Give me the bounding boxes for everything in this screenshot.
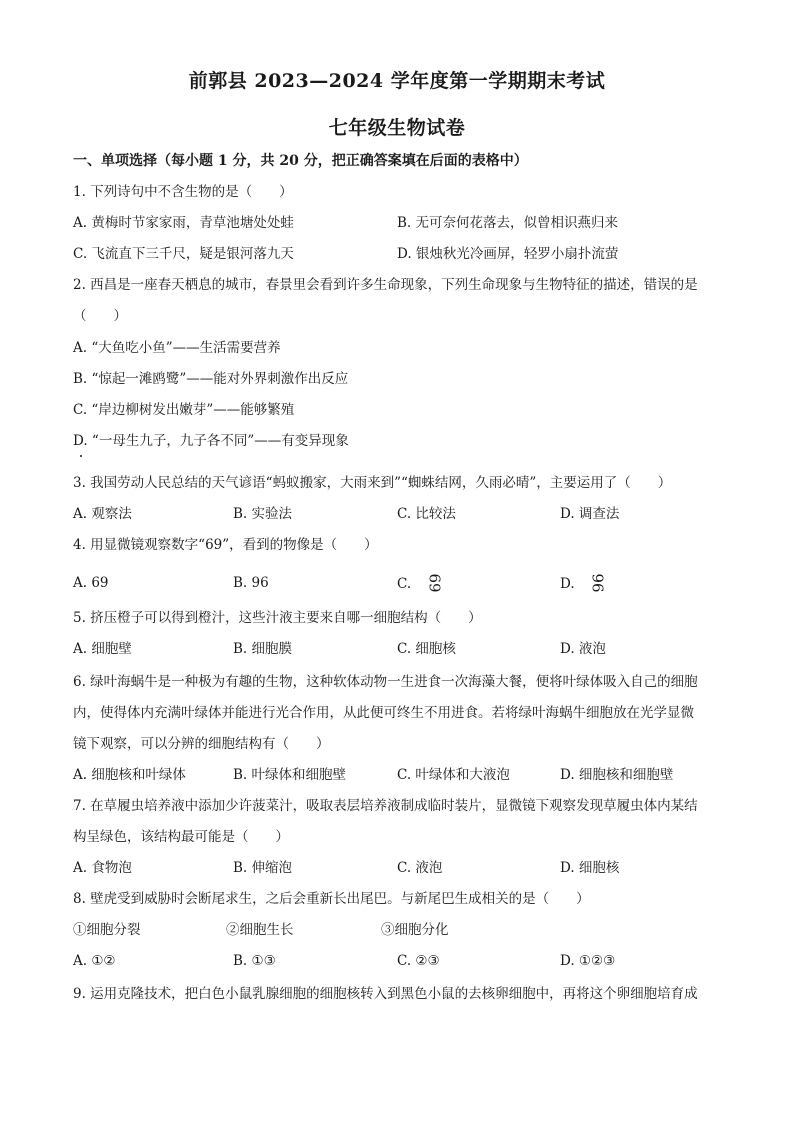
- question-8-option-a: A. ①②: [73, 953, 116, 969]
- question-6-option-b: B. 叶绿体和细胞壁: [233, 767, 347, 783]
- question-4-stem: 4. 用显微镜观察数字“69”，看到的物像是（ ）: [73, 537, 378, 553]
- question-6-stem-line-1: 6. 绿叶海蜗牛是一种极为有趣的生物，这种软体动物一生进食一次海藻大餐，便将叶绿体吸入自己的细胞: [73, 674, 698, 690]
- question-7-stem-line-2: 构呈绿色，该结构最可能是（ ）: [73, 829, 289, 845]
- question-7-option-a: A. 食物泡: [73, 860, 132, 876]
- question-5-option-b: B. 细胞膜: [233, 641, 293, 657]
- option-d-label: D.: [560, 576, 575, 592]
- question-4-option-a: A. 69: [73, 575, 109, 591]
- question-2-option-c: C. “岸边柳树发出嫩芽”——能够繁殖: [73, 402, 295, 418]
- question-8-item-3: ③细胞分化: [381, 922, 449, 938]
- rotated-digits-d: 96: [589, 573, 608, 593]
- question-3-option-c: C. 比较法: [397, 506, 456, 522]
- question-6-option-c: C. 叶绿体和大液泡: [397, 767, 510, 783]
- question-5-stem: 5. 挤压橙子可以得到橙汁，这些汁液主要来自哪一细胞结构（ ）: [73, 610, 482, 626]
- question-1-option-c: C. 飞流直下三千尺，疑是银河落九天: [73, 246, 294, 262]
- question-5-option-d: D. 液泡: [560, 641, 606, 657]
- exam-title: 前郭县 2023—2024 学年度第一学期期末考试: [188, 70, 606, 92]
- section-heading: 一、单项选择（每小题 1 分，共 20 分，把正确答案填在后面的表格中）: [73, 153, 528, 169]
- question-7-option-c: C. 液泡: [397, 860, 443, 876]
- question-8-stem: 8. 壁虎受到威胁时会断尾求生，之后会重新长出尾巴。与新尾巴生成相关的是（ ）: [73, 891, 590, 907]
- question-7-option-d: D. 细胞核: [560, 860, 620, 876]
- question-2-stem-line-1: 2. 西昌是一座春天栖息的城市，春景里会看到许多生命现象，下列生命现象与生物特征的描述，错误的是: [73, 277, 698, 293]
- question-1-option-d: D. 银烛秋光冷画屏，轻罗小扇扑流萤: [397, 246, 619, 262]
- question-6-option-a: A. 细胞核和叶绿体: [73, 767, 186, 783]
- question-8-item-2: ②细胞生长: [226, 922, 294, 938]
- question-3-stem: 3. 我国劳动人民总结的天气谚语“蚂蚁搬家，大雨来到”“蜘蛛结网，久雨必晴”，主要运用了（ ）: [73, 475, 672, 491]
- question-1-option-a: A. 黄梅时节家家雨，青草池塘处处蛙: [73, 215, 294, 231]
- rotated-digits-c: 69: [425, 573, 444, 593]
- question-5-option-c: C. 细胞核: [397, 641, 456, 657]
- question-8-option-d: D. ①②③: [560, 953, 616, 969]
- question-2-option-d: D. “一母生九子，九子各不同”——有变异现象: [73, 433, 349, 449]
- question-2-option-a: A. “大鱼吃小鱼”——生活需要营养: [73, 340, 281, 356]
- question-6-stem-line-2: 内，使得体内充满叶绿体并能进行光合作用，从此便可终生不用进食。若将绿叶海蜗牛细胞放在光学显微: [73, 705, 694, 721]
- option-c-label: C.: [397, 576, 412, 592]
- question-7-option-b: B. 伸缩泡: [233, 860, 293, 876]
- question-1-option-b: B. 无可奈何花落去，似曾相识燕归来: [397, 215, 619, 231]
- question-9-stem-line-1: 9. 运用克隆技术，把白色小鼠乳腺细胞的细胞核转入到黑色小鼠的去核卵细胞中，再将这个卵细胞培育成: [73, 986, 698, 1002]
- question-5-option-a: A. 细胞壁: [73, 641, 132, 657]
- question-4-option-b: B. 96: [233, 575, 269, 591]
- question-4-option-c: [397, 573, 445, 594]
- question-8-option-b: B. ①③: [233, 953, 276, 969]
- question-3-option-d: D. 调查法: [560, 506, 620, 522]
- question-2-option-b: B. “惊起一滩鸥鹭”——能对外界刺激作出反应: [73, 371, 349, 387]
- exam-subtitle: 七年级生物试卷: [328, 117, 466, 139]
- stray-mark: [80, 455, 82, 457]
- question-8-option-c: C. ②③: [397, 953, 440, 969]
- question-7-stem-line-1: 7. 在草履虫培养液中添加少许菠菜汁，吸取表层培养液制成临时装片，显微镜下观察发现草履虫体内某结: [73, 798, 698, 814]
- question-2-stem-line-2: （ ）: [73, 308, 127, 324]
- question-6-stem-line-3: 镜下观察，可以分辨的细胞结构有（ ）: [73, 736, 330, 752]
- question-1-stem: 1. 下列诗句中不含生物的是（ ）: [73, 184, 293, 200]
- question-8-item-1: ①细胞分裂: [73, 922, 141, 938]
- question-4-option-d: [560, 573, 608, 594]
- question-3-option-a: A. 观察法: [73, 506, 132, 522]
- question-3-option-b: B. 实验法: [233, 506, 293, 522]
- question-6-option-d: D. 细胞核和细胞壁: [560, 767, 674, 783]
